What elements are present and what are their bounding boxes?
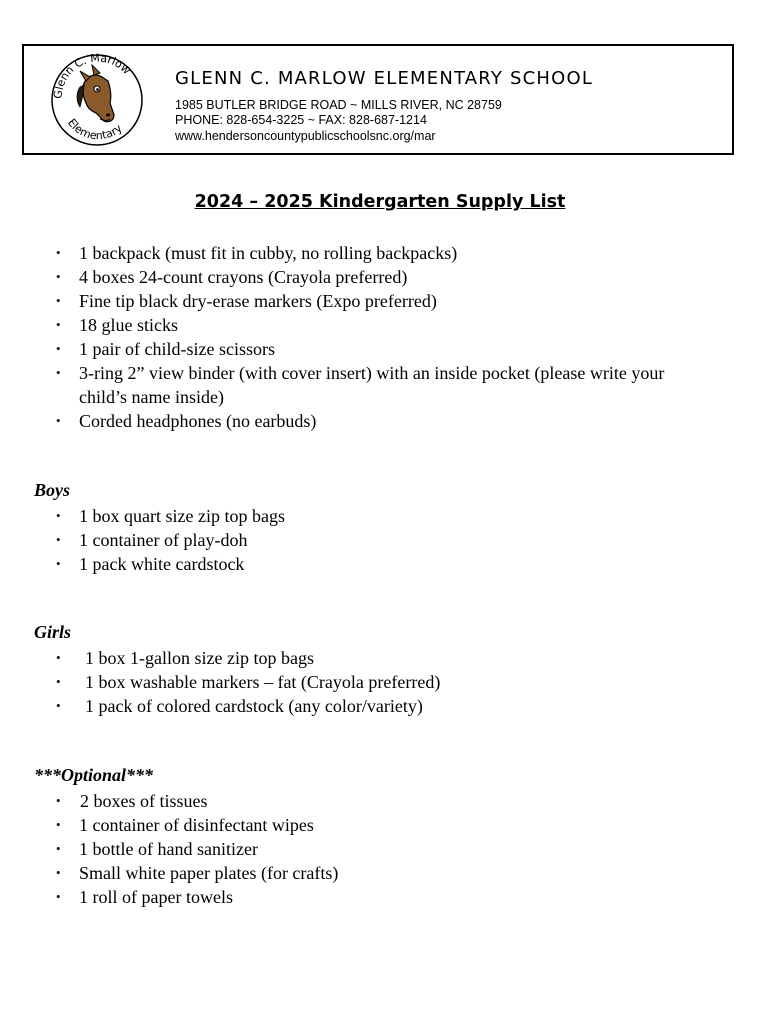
list-item: • 1 pack of colored cardstock (any color/variety): [0, 694, 440, 718]
list-item: • 2 boxes of tissues: [0, 789, 338, 813]
list-item: • 18 glue sticks: [0, 313, 709, 337]
list-item: • 1 roll of paper towels: [0, 885, 338, 909]
school-logo: [50, 53, 144, 147]
list-item: • 1 backpack (must fit in cubby, no rolling backpacks): [0, 241, 709, 265]
school-phone-fax: PHONE: 828-654-3225 ~ FAX: 828-687-1214: [175, 113, 427, 127]
list-item: • Corded headphones (no earbuds): [0, 409, 709, 433]
girls-heading: Girls: [34, 622, 72, 642]
list-item: [0, 361, 709, 409]
optional-heading: ***Optional***: [34, 765, 154, 785]
list-item: • Small white paper plates (for crafts): [0, 861, 338, 885]
list-item: • 1 pack white cardstock: [0, 552, 285, 576]
list-item: • 4 boxes 24-count crayons (Crayola preferred): [0, 265, 709, 289]
list-item: • 1 bottle of hand sanitizer: [0, 837, 338, 861]
list-item: • 1 box 1-gallon size zip top bags: [0, 646, 440, 670]
list-item: • Fine tip black dry-erase markers (Expo preferred): [0, 289, 709, 313]
list-item: • 1 box washable markers – fat (Crayola preferred): [0, 670, 440, 694]
list-item: • 1 box quart size zip top bags: [0, 504, 285, 528]
girls-supply-list: [0, 646, 440, 718]
logo-text-top: Glenn C. Marlow: [51, 53, 134, 100]
school-address: 1985 BUTLER BRIDGE ROAD ~ MILLS RIVER, NC 28759: [175, 98, 502, 112]
boys-heading: Boys: [34, 480, 70, 500]
boys-supply-list: [0, 504, 285, 576]
school-name: GLENN C. MARLOW ELEMENTARY SCHOOL: [175, 68, 594, 89]
school-header: [22, 44, 734, 155]
optional-supply-list: [0, 789, 338, 909]
logo-text-bottom: Elementary: [64, 116, 125, 143]
page-title: 2024 – 2025 Kindergarten Supply List: [194, 192, 566, 212]
list-item: • 1 container of disinfectant wipes: [0, 813, 338, 837]
list-item-text: 3-ring 2” view binder (with cover insert) with an inside pocket (please write your child’s name inside): [79, 363, 665, 407]
list-item: • 1 pair of child-size scissors: [0, 337, 709, 361]
school-website: www.hendersoncountypublicschoolsnc.org/mar: [175, 129, 436, 143]
list-item: • 1 container of play-doh: [0, 528, 285, 552]
general-supply-list: [0, 241, 709, 433]
